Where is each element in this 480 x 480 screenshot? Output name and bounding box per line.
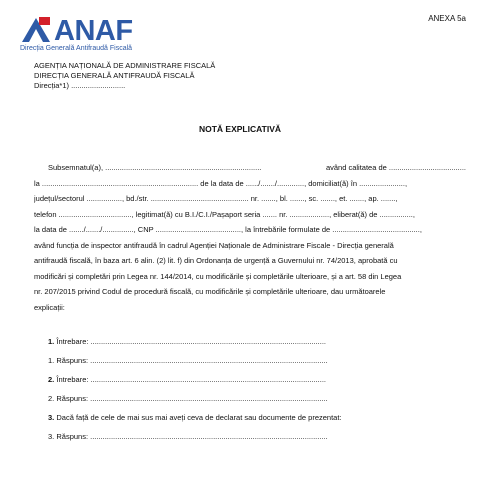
body-line	[34, 207, 466, 223]
qa-answer-2	[48, 394, 398, 403]
body-text: telefon ..................................., legitimat(ă) cu B.I./C.I./Pașaport seria ....... nr. ..................., eliberat(ă) de ................,	[34, 209, 415, 219]
qa-number: 2.	[48, 375, 55, 384]
annex-label: ANEXA 5a	[428, 14, 466, 23]
qa-text: Întrebare: .................................................................................................................	[56, 375, 327, 384]
body-text: județul/sectorul ................., bd./str. ............................................... nr. ......., bl. ......., sc. ......., et. ......., ap. .......,	[34, 194, 398, 204]
body-line	[34, 300, 466, 316]
qa-text: Întrebare: .................................................................................................................	[56, 337, 327, 346]
qa-answer-3	[48, 432, 398, 441]
anaf-logo-mark-icon	[20, 16, 52, 44]
qa-question-3	[48, 413, 398, 422]
agency-name: AGENȚIA NAȚIONALĂ DE ADMINISTRARE FISCALĂ	[34, 61, 216, 70]
body-text: nr. 207/2015 privind Codul de procedură fiscală, cu modificările și completările ulterioare, dau următoarele	[34, 287, 386, 297]
institution-header	[34, 61, 215, 91]
body-line	[34, 160, 466, 176]
body-text: Subsemnatul(a), ...........................................................................	[48, 163, 262, 173]
qa-text: Răspuns: ..................................................................................................................	[56, 432, 328, 441]
logo-brand-text: ANAF	[54, 15, 133, 47]
body-text: la data de ......./......./..............., CNP ........................................., la întrebările formulate de ..........................................,	[34, 225, 422, 235]
logo-subtitle: Direcția Generală Antifraudă Fiscală	[20, 45, 133, 52]
direction-line: Direcția*1) ..........................	[34, 81, 126, 90]
qa-text: Răspuns: ..................................................................................................................	[56, 356, 328, 365]
qa-number: 1.	[48, 337, 55, 346]
qa-text: Răspuns: ..................................................................................................................	[56, 394, 328, 403]
body-text: având funcția de inspector antifraudă în cadrul Agenției Naționale de Administrare Fiscale - Direcția generală	[34, 240, 394, 250]
qa-number: 1.	[48, 356, 55, 365]
body-line	[34, 269, 466, 285]
document-title: NOTĂ EXPLICATIVĂ	[198, 124, 281, 134]
body-text: modificări și completări prin Legea nr. 144/2014, cu modificările și completările ulterioare, și a art. 58 din Legea	[34, 271, 402, 281]
qa-number: 2.	[48, 394, 55, 403]
body-text: explicații:	[34, 302, 65, 312]
directorate-name: DIRECȚIA GENERALĂ ANTIFRAUDĂ FISCALĂ	[34, 71, 195, 80]
qa-number: 3.	[48, 432, 55, 441]
body-line	[34, 222, 466, 238]
statement-body	[34, 160, 466, 315]
qa-question-2	[48, 375, 398, 384]
qa-number: 3.	[48, 413, 55, 422]
body-line	[34, 284, 466, 300]
qa-text: Dacă față de cele de mai sus mai aveți ceva de declarat sau documente de prezentat:	[56, 413, 342, 422]
body-text: având calitatea de .....................................	[325, 163, 466, 173]
qa-question-1	[48, 337, 398, 346]
body-line	[34, 253, 466, 269]
qa-answer-1	[48, 356, 398, 365]
body-line	[34, 191, 466, 207]
body-line	[34, 176, 466, 192]
body-text: la ........................................................................... de la data de ....../......./............., domiciliat(ă) în ......................,	[34, 178, 408, 188]
anaf-logo	[18, 14, 168, 56]
body-line	[34, 238, 466, 254]
body-text: antifraudă fiscală, în baza art. 6 alin. (2) lit. f) din Ordonanța de urgență a Guvernului nr. 74/2013, aprobată cu	[34, 256, 398, 266]
